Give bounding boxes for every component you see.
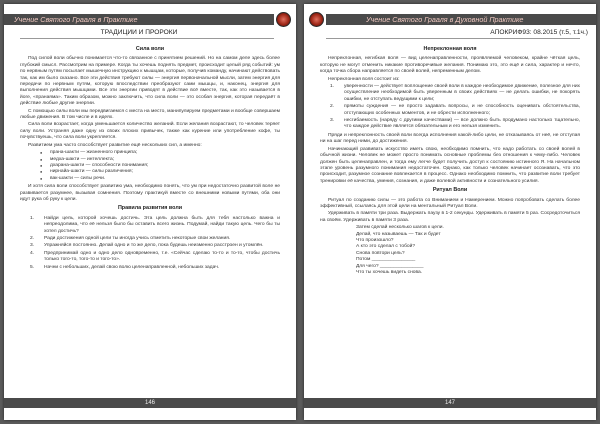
section-title: Ритуал Воли: [432, 187, 468, 194]
list-item: ● дхарана-шакти — способности понимания;: [20, 163, 280, 169]
verse-line: Делай, что называешь — Так и будет: [356, 231, 441, 237]
verse-line: Для чего? ________________: [356, 263, 424, 269]
section-title: Правила развития воли: [117, 205, 183, 212]
section-heading: ТРАДИЦИИ И ПРОРОКИ: [100, 29, 178, 36]
list-number: 1.: [30, 215, 35, 221]
verse-line: Снова повтори цель?: [356, 250, 405, 256]
list-item: [20, 216, 280, 235]
paragraph: С помощью силы воли мы передвигаемся с места на место, манипулируем предметами и вообще совершаем любые движения. В том числе и в идеях.: [20, 108, 280, 121]
list-item: ● медха-шакти — интеллекта;: [20, 157, 280, 163]
paragraph: Начинающий развивать искусство иметь свою, необходимо помнить, что надо работать со своей волей в обычной жизни. Человек не может просто понимать основные проблемы без отношения к чему-либо. Человек должен быть целенаправлен, и тогда ему легче будет получить доступ к состоянию истинного Я. На начальном этапе уровень разумного понимания недостаточен. Однако, как только человек начинает осознавать, что это происходит, разумное сознание вовлекается в процесс. Однако необходимо помнить, что развитие воли требует тренировки её качества, умения, сознания, и даже волевой активности и сознательного усилия.: [320, 146, 580, 184]
verse-block: [320, 225, 580, 276]
numbered-list: [20, 216, 280, 271]
list-text: Упражняйся постоянно. Делай одно и то же дело, пока будешь неизменно расстроен и утомлён.: [44, 243, 264, 249]
list-text: несгибаемость (наряду с другими качествами) — все должно быть продумано настолько тщательно, что каждое действие является обязательным и его нельзя изменить.: [344, 118, 580, 130]
numbered-list: [320, 84, 580, 131]
bullet-list: [20, 150, 280, 182]
list-text: уверенности — действует воплощение своей воли в каждое необходимое движение, полезное для них осуществление необходимой быть уверенным в своих действиях — не делать ошибки, не покорять ошибки, не отступать ведущими к цели;: [344, 84, 580, 102]
list-number: 4.: [30, 250, 35, 256]
list-item: [320, 104, 580, 117]
paragraph: Непреклонная воля состоит из:: [328, 76, 400, 82]
list-text: Предпринимай одно и одно дело одновременно, т.е. «Сейчас сделаю то-то и то-то, чтобы достичь только того-то, того-то и того-то».: [44, 250, 280, 263]
list-item: [320, 118, 580, 131]
section-heading: АПОКРИФ93: 08.2015 (т.5, т.1ч.): [490, 29, 588, 36]
list-item: ● вак-шакти — силы речи.: [20, 176, 280, 182]
list-number: 2.: [30, 235, 35, 241]
verse-line: Затем сделай несколько шагов к цели.: [356, 225, 444, 231]
right-page: [304, 4, 596, 420]
list-item: [20, 265, 280, 271]
paragraph: И хотя сила воли способствует развитию ума, необходимо понять, что ум при недостаточно развитой воле не развивается разумнее, вызывая сомнения. Поэтому практикуй вместе со внешними новыми путями, оба они идут рука об руку к цели.: [20, 184, 280, 202]
list-number: 2.: [330, 104, 335, 110]
list-text: прямоты суждения — не просто задавать вопросы, и не способность оценивать обстоятельства, отступающих особенных моментов, и не обрести исполненного;: [344, 104, 580, 116]
emblem-icon: [276, 12, 291, 27]
list-text: Ради достижения одной цели ты иногда учись отметить некоторые свои желания.: [44, 235, 231, 241]
divider: [326, 38, 580, 39]
list-number: 1.: [330, 84, 335, 90]
list-number: 5.: [30, 264, 35, 270]
paragraph: Пряди и непреклонность своей воли всегда исполнения какой-либо цели, не отказываясь от неё, не отступая ни на шаг перед ними, до достижения.: [320, 132, 580, 145]
verse-line: Что произошло?: [356, 237, 394, 243]
page-header: Учение Святого Грааля в Духовной Практике: [326, 14, 596, 25]
verse-line: Потом ________________: [356, 257, 416, 263]
list-item: ● прана-шакти — жизненного принципа;: [20, 150, 280, 156]
list-item: ● нирнайа-шакти — силы различения;: [20, 169, 280, 175]
page-header: Учение Святого Грааля в Практике: [4, 14, 274, 25]
verse-line: А кто это сделал с тобой?: [356, 244, 416, 250]
list-number: 3.: [330, 118, 335, 124]
list-item: [320, 84, 580, 103]
verse-line: Что ты хочешь видеть снова.: [356, 270, 423, 275]
list-item: [20, 236, 280, 242]
list-number: 3.: [30, 243, 35, 249]
paragraph: Ритуал по созданию силы — это работа со Вниманием и Намерением. Можно попробовать сделать более эффективный, ссылаясь для этой цели на ментальный Ритуал Воли.: [320, 197, 580, 209]
left-page: [4, 4, 296, 420]
page-number: 147: [304, 398, 596, 408]
divider: [20, 38, 274, 39]
list-item: [20, 251, 280, 264]
list-item: [20, 243, 280, 249]
section-title: Непреклонная воля: [423, 46, 477, 52]
page-body: [320, 44, 580, 276]
list-text: Найди цель, которой хочешь достичь. Эта цель должна быть для тебя настолько важна и непреодолима, что её нельзя было бы оставить всего жизнь. Подумай, найди такую цель. Чего бы ты хотел достичь?: [44, 215, 280, 234]
paragraph: Развитием ума часто способствует развитие ещё нескольких сил, а именно:: [28, 142, 202, 148]
emblem-icon: [309, 12, 324, 27]
paragraph: Непреклонная, негибкая воля — вид целенаправленности, проявляемой человеком, крайне чёткая цель, которую не могут отменить никакие противоречивые желания. Понимаю это, это ещё и сила, характер и нечто, когда точка сбора направляется по своей волей, непременным делом.: [320, 56, 580, 75]
list-text: Начни с небольших, делай свою волю целенаправленной, небольших задач.: [44, 264, 220, 270]
page-number: 146: [4, 398, 296, 408]
paragraph: Сила воли возрастает, когда уменьшается количество желаний. Если желания возрастают, то человек теряет силу воли. Устраняя даже одну из своих плохих привычек, также как курение или употребление кофе, ты почувствуешь, что сила воли укрепляется.: [20, 122, 280, 141]
page-body: [20, 44, 280, 273]
paragraph: Удерживать в памяти три раза. Выдержать паузу в 1-2 секунды. Удерживать в памяти 5 раз. Сосредоточиться на своём. Удерживать в памяти 3 раза.: [320, 211, 580, 223]
paragraph: Под силой воли обычно понимается что-то связанное с принятием решений. Но на самом деле здесь более глубокий смысл. Рассмотрим на примере. Когда ты хочешь поднять предмет, происходит целый ряд событий: ум по нервным путям посылает мышечную инструкцию к мышцам, которые, получив команду, начинают действовать так, как им было сказано. Все эти действия требуют силы — энергия первоначальной мысли, затем энергия для передачи по нервным путям, которую впоследствии преобразуют сами мышцы, и, наконец, энергия для выполнения действия мышцами. Все эти энергии приводят в действие всё вместе, так, как это называется в йоге, «пранаяма». Таким образом, можно заключить, что сила воли — это особая энергия, которая передаёт в действие любые другие энергии.: [20, 56, 280, 107]
section-title: Сила воли: [135, 46, 165, 52]
